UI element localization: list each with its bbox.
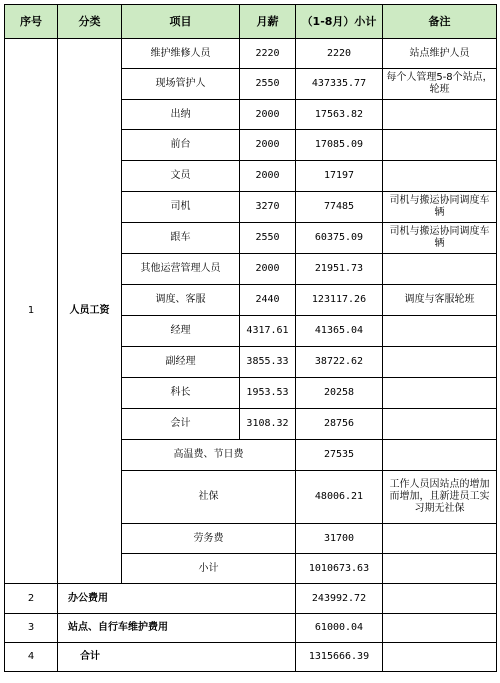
subtotal-cell: 17085.09 xyxy=(296,130,383,161)
subtotal-cell: 31700 xyxy=(296,524,383,554)
note-cell: 工作人员因站点的增加而增加，且新进员工实习期无社保 xyxy=(383,471,497,524)
header-subtotal: （1-8月）小计 xyxy=(296,5,383,39)
section2-label: 办公费用 xyxy=(58,584,296,614)
salary-cell: 2000 xyxy=(240,254,296,285)
salary-cell: 2440 xyxy=(240,285,296,316)
expense-table xyxy=(4,4,497,672)
section3-seq: 3 xyxy=(5,614,58,643)
table-row xyxy=(5,643,497,672)
item-cell: 其他运营管理人员 xyxy=(122,254,240,285)
item-cell: 司机 xyxy=(122,192,240,223)
header-row xyxy=(5,5,497,39)
item-cell: 科长 xyxy=(122,378,240,409)
table-row xyxy=(5,39,497,69)
salary-cell: 2550 xyxy=(240,223,296,254)
note-cell: 调度与客服轮班 xyxy=(383,285,497,316)
section2-subtotal: 243992.72 xyxy=(296,584,383,614)
salary-cell: 3270 xyxy=(240,192,296,223)
header-note: 备注 xyxy=(383,5,497,39)
item-cell: 副经理 xyxy=(122,347,240,378)
note-cell xyxy=(383,347,497,378)
section4-subtotal: 1315666.39 xyxy=(296,643,383,672)
section4-note xyxy=(383,643,497,672)
merged-item-cell: 高温费、节日费 xyxy=(122,440,296,471)
merged-item-cell: 社保 xyxy=(122,471,296,524)
section3-subtotal: 61000.04 xyxy=(296,614,383,643)
header-item: 项目 xyxy=(122,5,240,39)
section4-label: 合计 xyxy=(58,643,296,672)
subtotal-cell: 77485 xyxy=(296,192,383,223)
salary-cell: 2000 xyxy=(240,100,296,130)
note-cell xyxy=(383,130,497,161)
salary-cell: 2550 xyxy=(240,69,296,100)
note-cell xyxy=(383,554,497,584)
item-cell: 前台 xyxy=(122,130,240,161)
table-row xyxy=(5,614,497,643)
item-cell: 现场管护人 xyxy=(122,69,240,100)
salary-cell: 1953.53 xyxy=(240,378,296,409)
item-cell: 会计 xyxy=(122,409,240,440)
merged-item-cell: 小计 xyxy=(122,554,296,584)
section1-seq: 1 xyxy=(5,39,58,584)
note-cell xyxy=(383,316,497,347)
item-cell: 维护维修人员 xyxy=(122,39,240,69)
header-salary: 月薪 xyxy=(240,5,296,39)
subtotal-cell: 28756 xyxy=(296,409,383,440)
note-cell: 司机与搬运协同调度车辆 xyxy=(383,223,497,254)
salary-cell: 4317.61 xyxy=(240,316,296,347)
note-cell xyxy=(383,161,497,192)
subtotal-cell: 17563.82 xyxy=(296,100,383,130)
item-cell: 经理 xyxy=(122,316,240,347)
subtotal-cell: 48006.21 xyxy=(296,471,383,524)
note-cell xyxy=(383,100,497,130)
subtotal-cell: 38722.62 xyxy=(296,347,383,378)
subtotal-cell: 1010673.63 xyxy=(296,554,383,584)
subtotal-cell: 27535 xyxy=(296,440,383,471)
table-row xyxy=(5,584,497,614)
note-cell: 司机与搬运协同调度车辆 xyxy=(383,192,497,223)
section3-label: 站点、自行车维护费用 xyxy=(58,614,296,643)
salary-cell: 3855.33 xyxy=(240,347,296,378)
note-cell xyxy=(383,409,497,440)
subtotal-cell: 123117.26 xyxy=(296,285,383,316)
header-category: 分类 xyxy=(58,5,122,39)
note-cell xyxy=(383,440,497,471)
section3-note xyxy=(383,614,497,643)
subtotal-cell: 21951.73 xyxy=(296,254,383,285)
header-seq: 序号 xyxy=(5,5,58,39)
subtotal-cell: 2220 xyxy=(296,39,383,69)
subtotal-cell: 41365.04 xyxy=(296,316,383,347)
note-cell: 站点维护人员 xyxy=(383,39,497,69)
item-cell: 调度、客服 xyxy=(122,285,240,316)
note-cell: 每个人管理5-8个站点，轮班 xyxy=(383,69,497,100)
section1-category: 人员工资 xyxy=(58,39,122,584)
section2-seq: 2 xyxy=(5,584,58,614)
salary-cell: 2000 xyxy=(240,161,296,192)
subtotal-cell: 437335.77 xyxy=(296,69,383,100)
merged-item-cell: 劳务费 xyxy=(122,524,296,554)
note-cell xyxy=(383,254,497,285)
item-cell: 出纳 xyxy=(122,100,240,130)
salary-cell: 3108.32 xyxy=(240,409,296,440)
note-cell xyxy=(383,524,497,554)
subtotal-cell: 17197 xyxy=(296,161,383,192)
subtotal-cell: 60375.09 xyxy=(296,223,383,254)
note-cell xyxy=(383,378,497,409)
salary-cell: 2220 xyxy=(240,39,296,69)
salary-cell: 2000 xyxy=(240,130,296,161)
section4-seq: 4 xyxy=(5,643,58,672)
item-cell: 跟车 xyxy=(122,223,240,254)
item-cell: 文员 xyxy=(122,161,240,192)
section2-note xyxy=(383,584,497,614)
subtotal-cell: 20258 xyxy=(296,378,383,409)
